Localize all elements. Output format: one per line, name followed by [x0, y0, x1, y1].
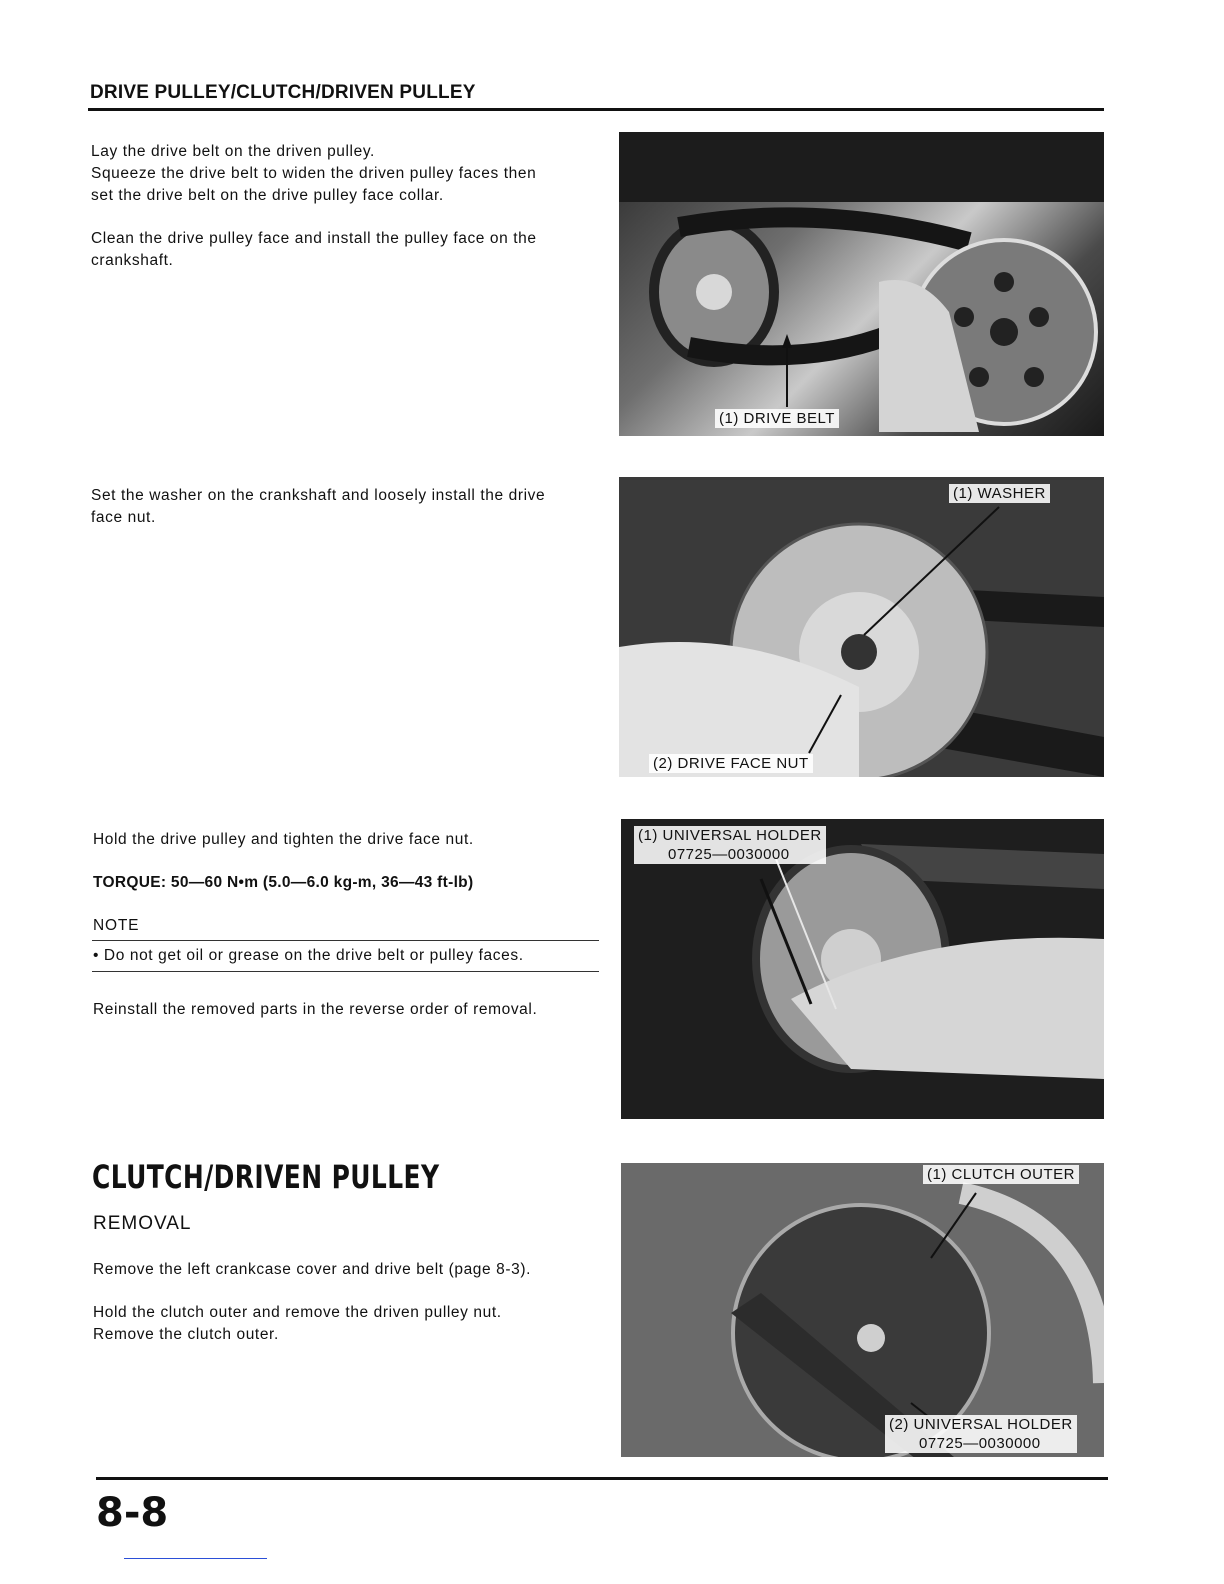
page-number: 8-8	[96, 1490, 169, 1536]
drive-face-nut-illustration	[619, 477, 1104, 777]
callout-universal-holder	[634, 826, 826, 864]
step-text: crankshaft.	[91, 252, 174, 269]
note-rule-bottom	[92, 971, 599, 972]
step-text: Reinstall the removed parts in the reverse order of removal.	[93, 1001, 538, 1018]
universal-holder-illustration	[621, 819, 1104, 1119]
clutch-outer-illustration	[621, 1163, 1104, 1457]
clutch-outer-photo	[621, 1163, 1104, 1457]
footer-rule	[96, 1477, 1108, 1480]
callout-universal-holder-2-label: (2) UNIVERSAL HOLDER	[889, 1416, 1073, 1433]
step-text: Remove the left crankcase cover and drive belt (page 8-3).	[93, 1261, 532, 1278]
callout-universal-holder-2-part-number: 07725—0030000	[919, 1435, 1041, 1452]
note-label: NOTE	[93, 917, 140, 934]
callout-universal-holder-label: (1) UNIVERSAL HOLDER	[638, 827, 822, 844]
section-title: CLUTCH/DRIVEN PULLEY	[92, 1158, 440, 1196]
header-rule	[88, 108, 1104, 111]
callout-clutch-outer: (1) CLUTCH OUTER	[923, 1165, 1079, 1184]
torque-spec: TORQUE: 50—60 N•m (5.0—6.0 kg-m, 36—43 ft-lb)	[93, 874, 474, 891]
drive-belt-illustration	[619, 132, 1104, 436]
step-text: Hold the clutch outer and remove the driven pulley nut.	[93, 1304, 502, 1321]
drive-belt-photo	[619, 132, 1104, 436]
note-rule-top	[92, 940, 599, 941]
step-text: Squeeze the drive belt to widen the driven pulley faces then	[91, 165, 537, 182]
drive-face-nut-photo	[619, 477, 1104, 777]
step-text: Set the washer on the crankshaft and loosely install the drive	[91, 487, 546, 504]
callout-washer: (1) WASHER	[949, 484, 1050, 503]
note-item: • Do not get oil or grease on the drive belt or pulley faces.	[93, 947, 524, 964]
callout-universal-holder-part-number: 07725—0030000	[668, 846, 790, 863]
page-header-title: DRIVE PULLEY/CLUTCH/DRIVEN PULLEY	[90, 82, 476, 103]
step-text: Hold the drive pulley and tighten the drive face nut.	[93, 831, 474, 848]
callout-drive-face-nut: (2) DRIVE FACE NUT	[649, 754, 813, 773]
callout-drive-belt: (1) DRIVE BELT	[715, 409, 839, 428]
step-text: Clean the drive pulley face and install the pulley face on the	[91, 230, 537, 247]
callout-universal-holder-2	[885, 1415, 1077, 1453]
step-text: Lay the drive belt on the driven pulley.	[91, 143, 375, 160]
step-text: Remove the clutch outer.	[93, 1326, 279, 1343]
universal-holder-photo	[621, 819, 1104, 1119]
section-subhead: REMOVAL	[93, 1213, 192, 1234]
step-text: set the drive belt on the drive pulley face collar.	[91, 187, 444, 204]
step-text: face nut.	[91, 509, 156, 526]
bottom-link-underline	[124, 1558, 267, 1559]
